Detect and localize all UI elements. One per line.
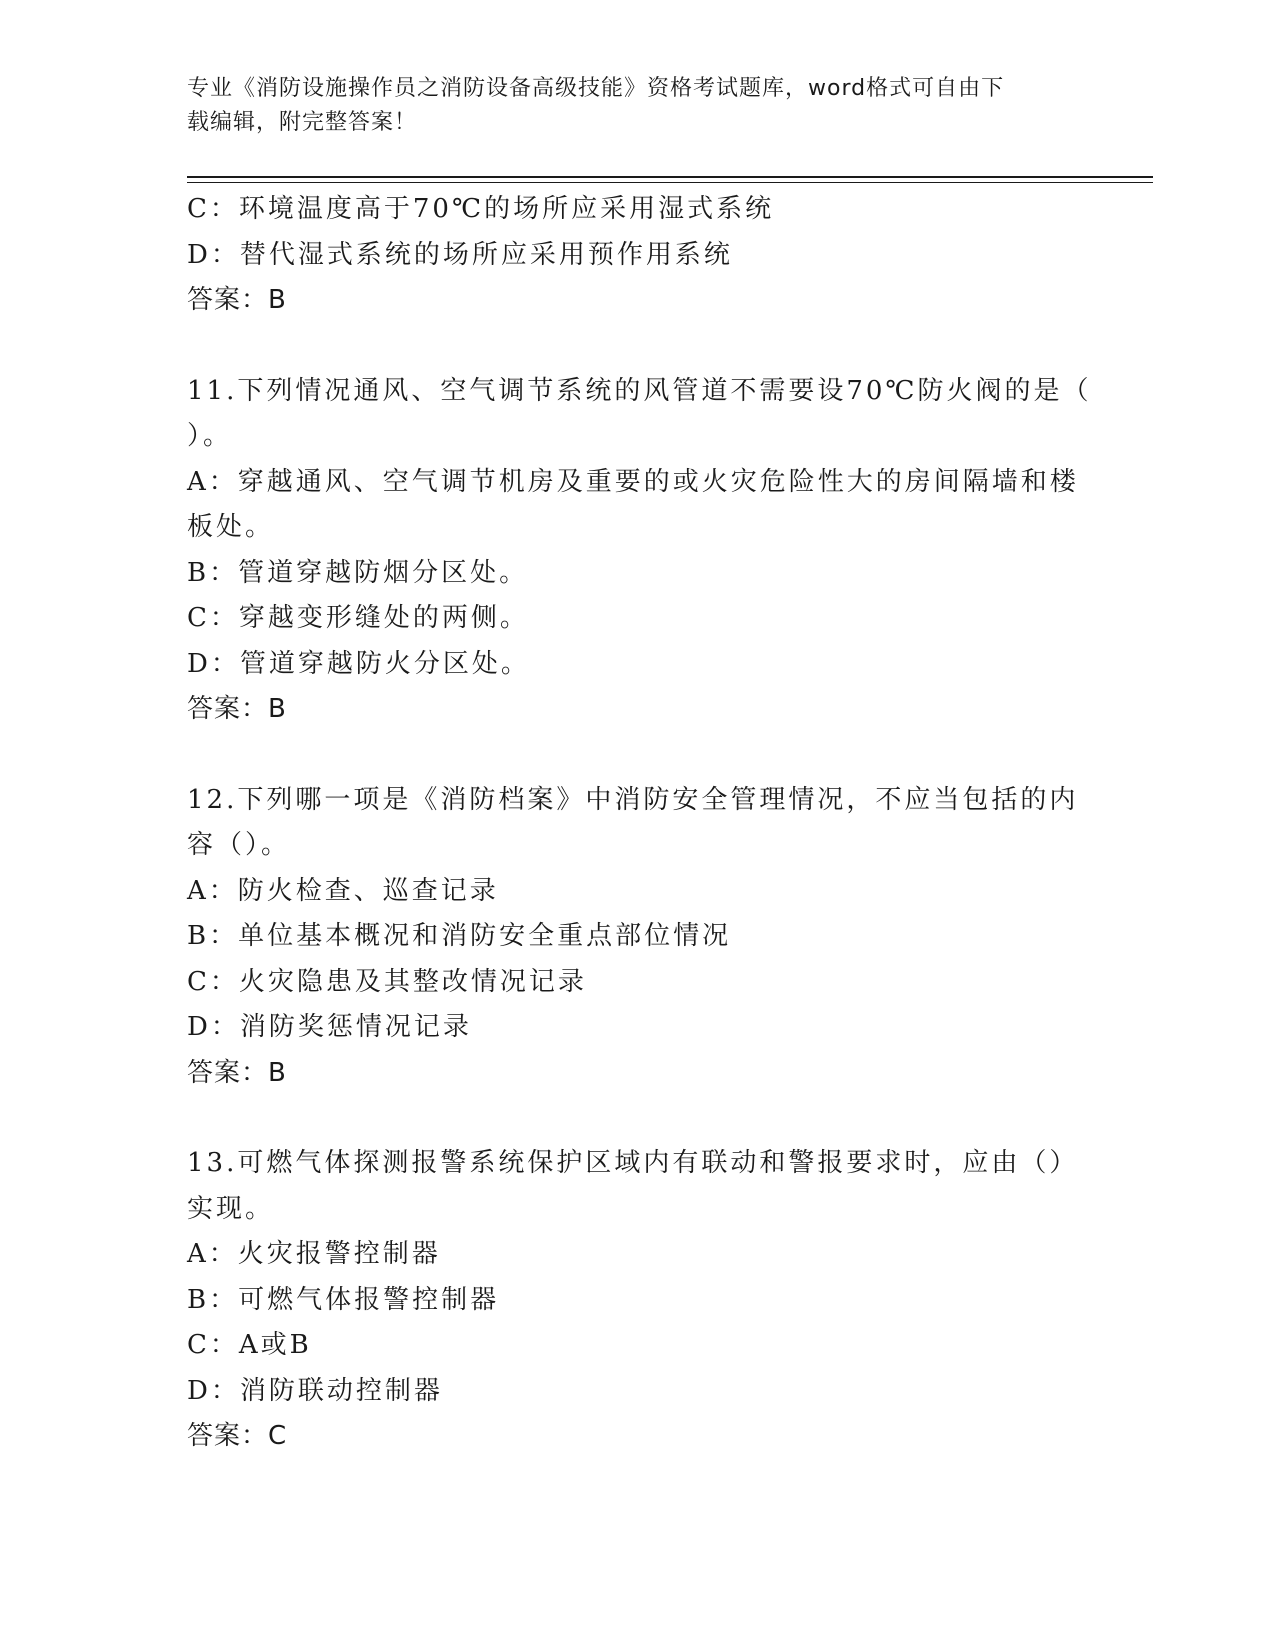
partial-question xyxy=(187,187,1087,324)
question-stem: 实现。 xyxy=(187,1193,275,1224)
option-d: D：消防奖惩情况记录 xyxy=(187,1012,472,1042)
answer-line: 答案：B xyxy=(187,694,287,724)
option-a: A：穿越通风、空气调节机房及重要的或火灾危险性大的房间隔墙和楼 xyxy=(187,466,1079,497)
header-line-1: 专业《消防设施操作员之消防设备高级技能》资格考试题库，word格式可自由下 xyxy=(187,76,1005,101)
answer-line: 答案：B xyxy=(187,285,287,315)
question-13 xyxy=(187,1141,1087,1460)
question-stem: 12.下列哪一项是《消防档案》中消防安全管理情况，不应当包括的内 xyxy=(187,784,1079,815)
option-d: D：管道穿越防火分区处。 xyxy=(187,648,530,679)
header-divider-thick xyxy=(187,176,1153,178)
option-b: B：单位基本概况和消防安全重点部位情况 xyxy=(187,921,732,951)
option-a-continued: 板处。 xyxy=(187,512,275,542)
document-header xyxy=(187,72,1067,140)
answer-line: 答案：C xyxy=(187,1421,288,1451)
question-stem: 容（）。 xyxy=(187,830,291,860)
question-12 xyxy=(187,778,1087,1097)
option-c: C：环境温度高于70℃的场所应采用湿式系统 xyxy=(187,194,775,224)
question-stem: 13.可燃气体探测报警系统保护区域内有联动和警报要求时，应由（） xyxy=(187,1148,1079,1178)
option-c: C：火灾隐患及其整改情况记录 xyxy=(187,966,587,997)
option-b: B：管道穿越防烟分区处。 xyxy=(187,557,529,588)
header-line-2: 载编辑，附完整答案！ xyxy=(187,110,418,135)
option-a: A：火灾报警控制器 xyxy=(187,1239,441,1269)
question-11 xyxy=(187,369,1092,733)
question-stem: ）。 xyxy=(187,421,233,451)
document-body xyxy=(187,187,1092,1460)
option-c: C：穿越变形缝处的两侧。 xyxy=(187,603,529,633)
option-c: C：A或B xyxy=(187,1330,312,1360)
option-d: D：替代湿式系统的场所应采用预作用系统 xyxy=(187,239,733,270)
option-d: D：消防联动控制器 xyxy=(187,1375,443,1406)
answer-line: 答案：B xyxy=(187,1057,287,1088)
option-b: B：可燃气体报警控制器 xyxy=(187,1284,500,1315)
question-stem: 11.下列情况通风、空气调节系统的风管道不需要设70℃防火阀的是（ xyxy=(187,375,1092,406)
option-a: A：防火检查、巡查记录 xyxy=(187,875,499,906)
header-divider-thin xyxy=(187,182,1153,183)
